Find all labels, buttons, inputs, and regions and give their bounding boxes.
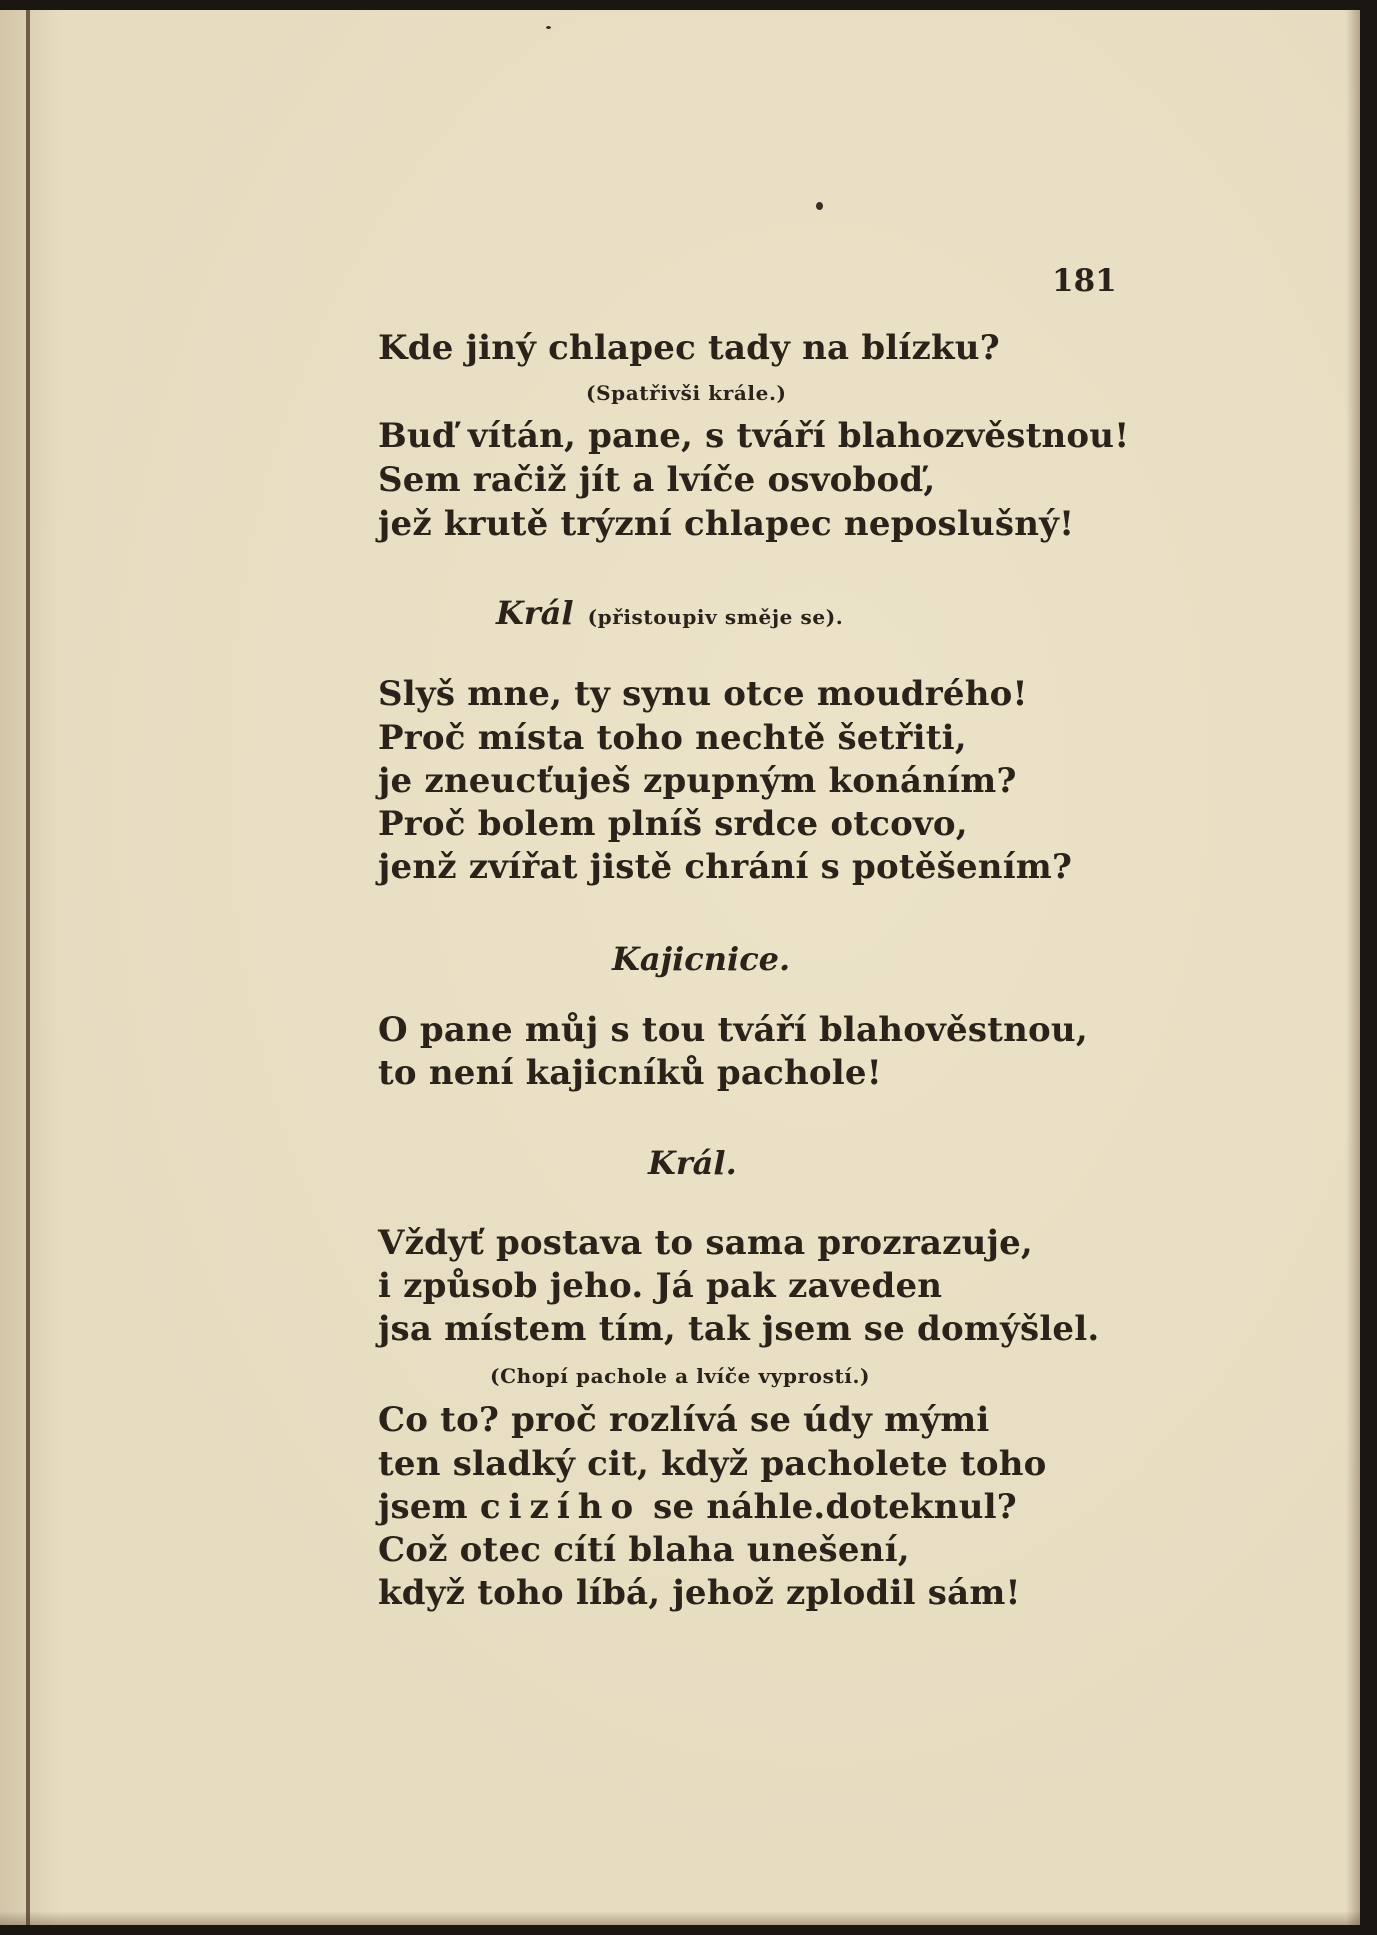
page-edge-shadow-right xyxy=(1346,10,1360,1925)
verse-line: Kde jiný chlapec tady na blízku? xyxy=(378,328,1000,368)
speaker-heading: Kajicnice. xyxy=(612,940,791,978)
verse-line-part: jsem xyxy=(378,1487,480,1527)
verse-line-part: se náhle.doteknul? xyxy=(641,1487,1017,1527)
verse-line: i způsob jeho. Já pak zaveden xyxy=(378,1266,943,1306)
verse-line: Proč místa toho nechtě šetřiti, xyxy=(378,718,967,758)
verse-line: Sem račiž jít a lvíče osvoboď, xyxy=(378,460,936,500)
verse-line: to není kajicníků pachole! xyxy=(378,1053,882,1093)
print-speck xyxy=(816,202,823,210)
page-gutter-line xyxy=(26,10,30,1925)
emphasized-word: cizího xyxy=(479,1487,642,1527)
verse-line: jež krutě trýzní chlapec neposlušný! xyxy=(378,504,1075,544)
verse-line: Slyš mne, ty synu otce moudrého! xyxy=(378,674,1028,714)
stage-direction: (Spatřivši krále.) xyxy=(586,381,787,405)
verse-line: jsa místem tím, tak jsem se domýšlel. xyxy=(378,1309,1100,1349)
print-speck xyxy=(546,26,551,29)
verse-line: Proč bolem plníš srdce otcovo, xyxy=(378,804,968,844)
verse-line: O pane můj s tou tváří blahověstnou, xyxy=(378,1010,1088,1050)
verse-line: Vždyť postava to sama prozrazuje, xyxy=(378,1223,1033,1263)
verse-line: Buď vítán, pane, s tváří blahozvěstnou! xyxy=(378,416,1130,456)
speaker-heading xyxy=(496,594,843,632)
verse-line: jenž zvířat jistě chrání s potěšením? xyxy=(378,847,1073,887)
verse-line: Což otec cítí blaha unešení, xyxy=(378,1530,910,1570)
speaker-stage-direction: (přistoupiv směje se). xyxy=(587,605,844,629)
verse-line xyxy=(378,1487,1017,1527)
verse-line: ten sladký cit, když pacholete toho xyxy=(378,1444,1047,1484)
speaker-name: Král xyxy=(496,594,574,632)
book-page xyxy=(0,10,1360,1925)
stage-direction: (Chopí pachole a lvíče vyprostí.) xyxy=(490,1364,871,1388)
verse-line: je zneucťuješ zpupným konáním? xyxy=(378,761,1017,801)
verse-line: když toho líbá, jehož zplodil sám! xyxy=(378,1573,1021,1613)
verse-line: Co to? proč rozlívá se údy mými xyxy=(378,1400,990,1440)
page-edge-shadow-bottom xyxy=(0,1911,1360,1925)
page-number: 181 xyxy=(1052,263,1117,299)
speaker-heading: Král. xyxy=(648,1144,737,1182)
